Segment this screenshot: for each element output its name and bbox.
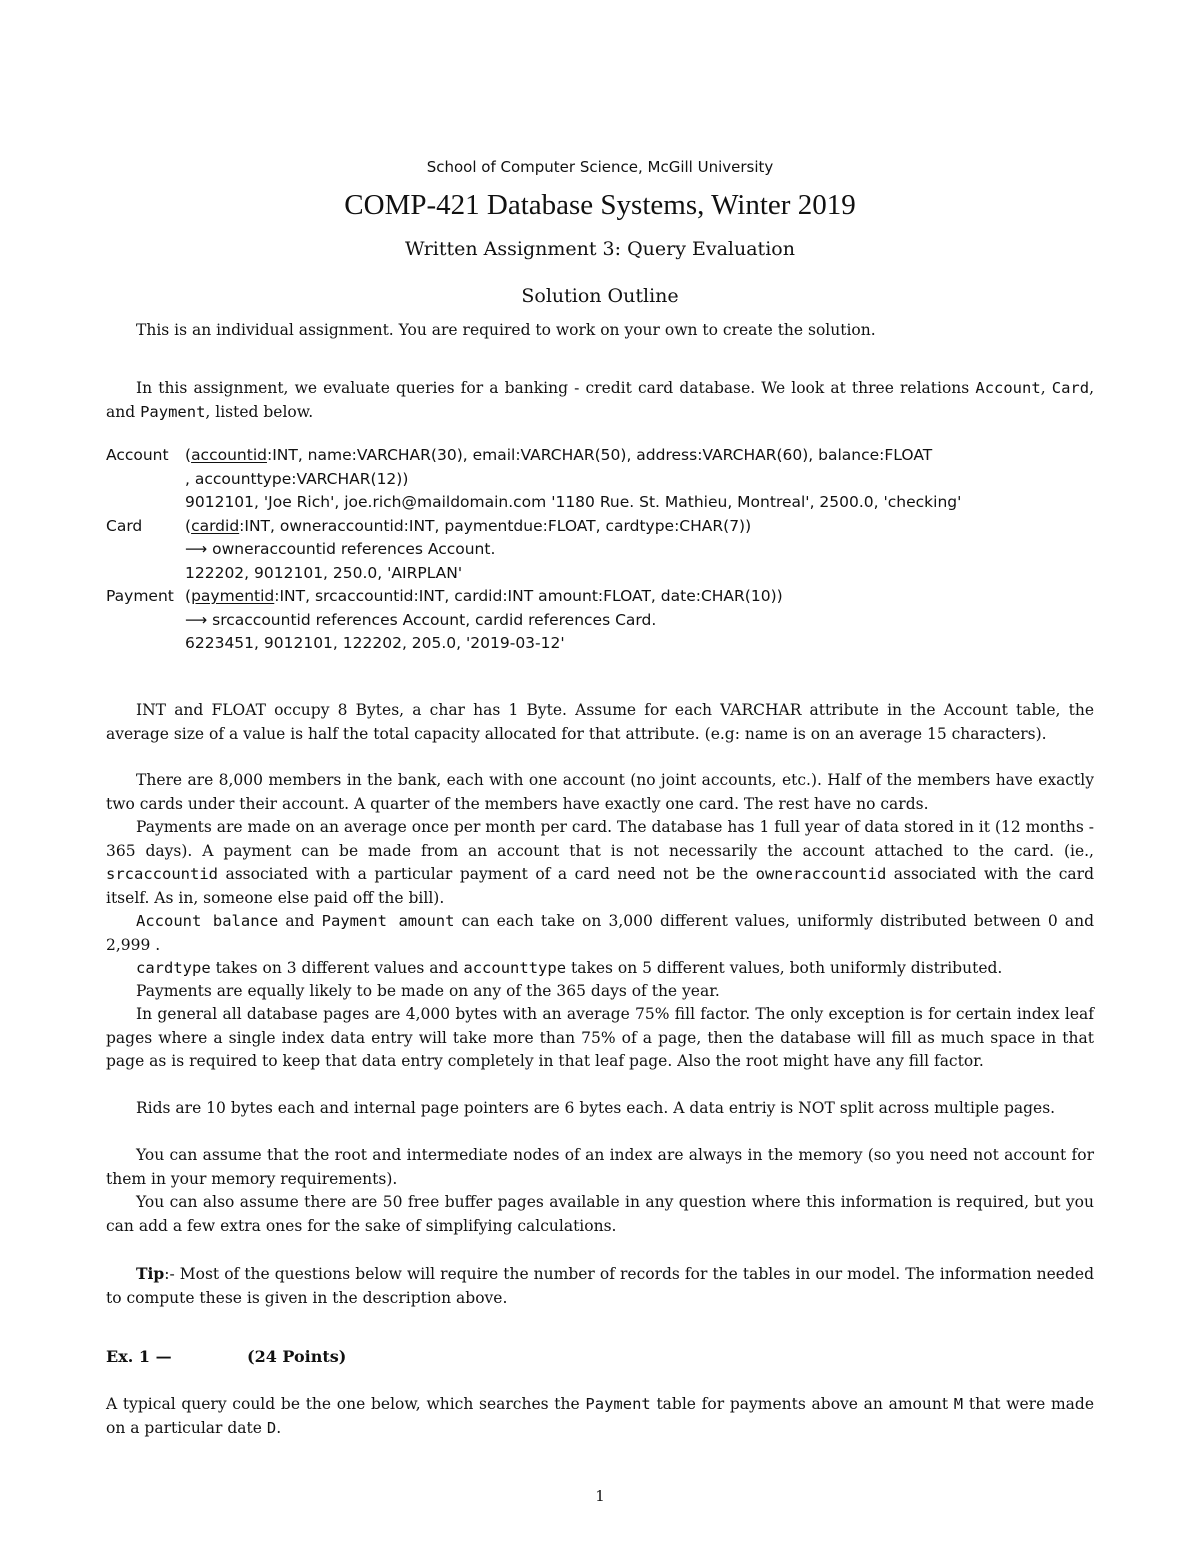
balance-paragraph: Account balance and Payment amount can each take on 3,000 different values, uniformly distributed between 0 and 2,999 . xyxy=(106,912,1095,954)
card-example-row: 122202, 9012101, 250.0, 'AIRPLAN' xyxy=(185,563,463,582)
exercise-1-heading: Ex. 1 — xyxy=(106,1347,172,1366)
intro-paragraph-2: In this assignment, we evaluate queries for a banking - credit card database. We look at three relations Account, Card, and Payment, listed below. xyxy=(106,379,1094,421)
tip-paragraph: Tip:- Most of the questions below will require the number of records for the tables in our model. The information needed to compute these is given in the description above. xyxy=(106,1264,1094,1307)
intro-paragraph-1: This is an individual assignment. You are required to work on your own to create the solution. xyxy=(136,321,876,339)
institution-line: School of Computer Science, McGill University xyxy=(426,158,774,176)
account-key: accountid xyxy=(191,446,267,464)
exercise-1-points: (24 Points) xyxy=(247,1347,347,1366)
sizes-paragraph: INT and FLOAT occupy 8 Bytes, a char has 1 Byte. Assume for each VARCHAR attribute in the Account table, the average size of a value is half the total capacity allocated for that attribute. (e.g: name is on an average 15 characters). xyxy=(106,701,1094,743)
days-paragraph: Payments are equally likely to be made on any of the 365 days of the year. xyxy=(136,982,720,1000)
payment-example-row: 6223451, 9012101, 122202, 205.0, '2019-03-12' xyxy=(185,634,565,652)
account-label: Account xyxy=(106,446,169,464)
memory-paragraph: You can assume that the root and intermediate nodes of an index are always in the memory (so you need not account for them in your memory requirements). xyxy=(106,1146,1094,1188)
account-schema-continued: , accounttype:VARCHAR(12)) xyxy=(185,469,409,488)
cardtype-paragraph: cardtype takes on 3 different values and accounttype takes on 5 different values, both uniformly distributed. xyxy=(136,959,1003,977)
rids-paragraph: Rids are 10 bytes each and internal page pointers are 6 bytes each. A data entriy is NOT split across multiple pages. xyxy=(136,1099,1056,1117)
members-paragraph: There are 8,000 members in the bank, each with one account (no joint accounts, etc.). Half of the members have exactly two cards under their account. A quarter of the members have exactly one card. The rest have no cards. xyxy=(106,771,1094,813)
tip-label: Tip xyxy=(136,1264,165,1283)
payment-foreign-key: ⟶ srcaccountid references Account, cardid references Card. xyxy=(185,610,657,629)
page-number: 1 xyxy=(595,1487,605,1505)
solution-label: Solution Outline xyxy=(521,285,679,307)
card-key: cardid xyxy=(191,516,240,535)
exercise-1-text: A typical query could be the one below, which searches the Payment table for payments above an amount M that were made on a particular date D. xyxy=(106,1395,1094,1437)
buffers-paragraph: You can also assume there are 50 free buffer pages available in any question where this information is required, but you can add a few extra ones for the sake of simplifying calculations. xyxy=(106,1193,1094,1235)
card-label: Card xyxy=(106,516,143,535)
payment-key: paymentid xyxy=(191,587,275,605)
course-title: COMP-421 Database Systems, Winter 2019 xyxy=(344,189,856,221)
card-foreign-key: ⟶ owneraccountid references Account. xyxy=(185,540,496,558)
pages-paragraph: In general all database pages are 4,000 bytes with an average 75% fill factor. The only exception is for certain index leaf pages where a single index data entry will take more than 75% of a page, then the database will fill as much space in that page as is required to keep that data entry completely in that leaf page. Also the root might have any fill factor. xyxy=(106,1005,1094,1070)
payments-paragraph: Payments are made on an average once per month per card. The database has 1 full year of data stored in it (12 months - 365 days). A payment can be made from an account that is not necessarily the account attached to the card. (ie., srcaccountid associated with a particular payment of a card need not be the owneraccountid associated with the card itself. As in, someone else paid off the bill). xyxy=(106,818,1095,907)
assignment-title: Written Assignment 3: Query Evaluation xyxy=(405,238,795,260)
account-example-row: 9012101, 'Joe Rich', joe.rich@maildomain.com '1180 Rue. St. Mathieu, Montreal', 2500.0, 'checking' xyxy=(185,493,962,511)
payment-label: Payment xyxy=(106,587,174,605)
